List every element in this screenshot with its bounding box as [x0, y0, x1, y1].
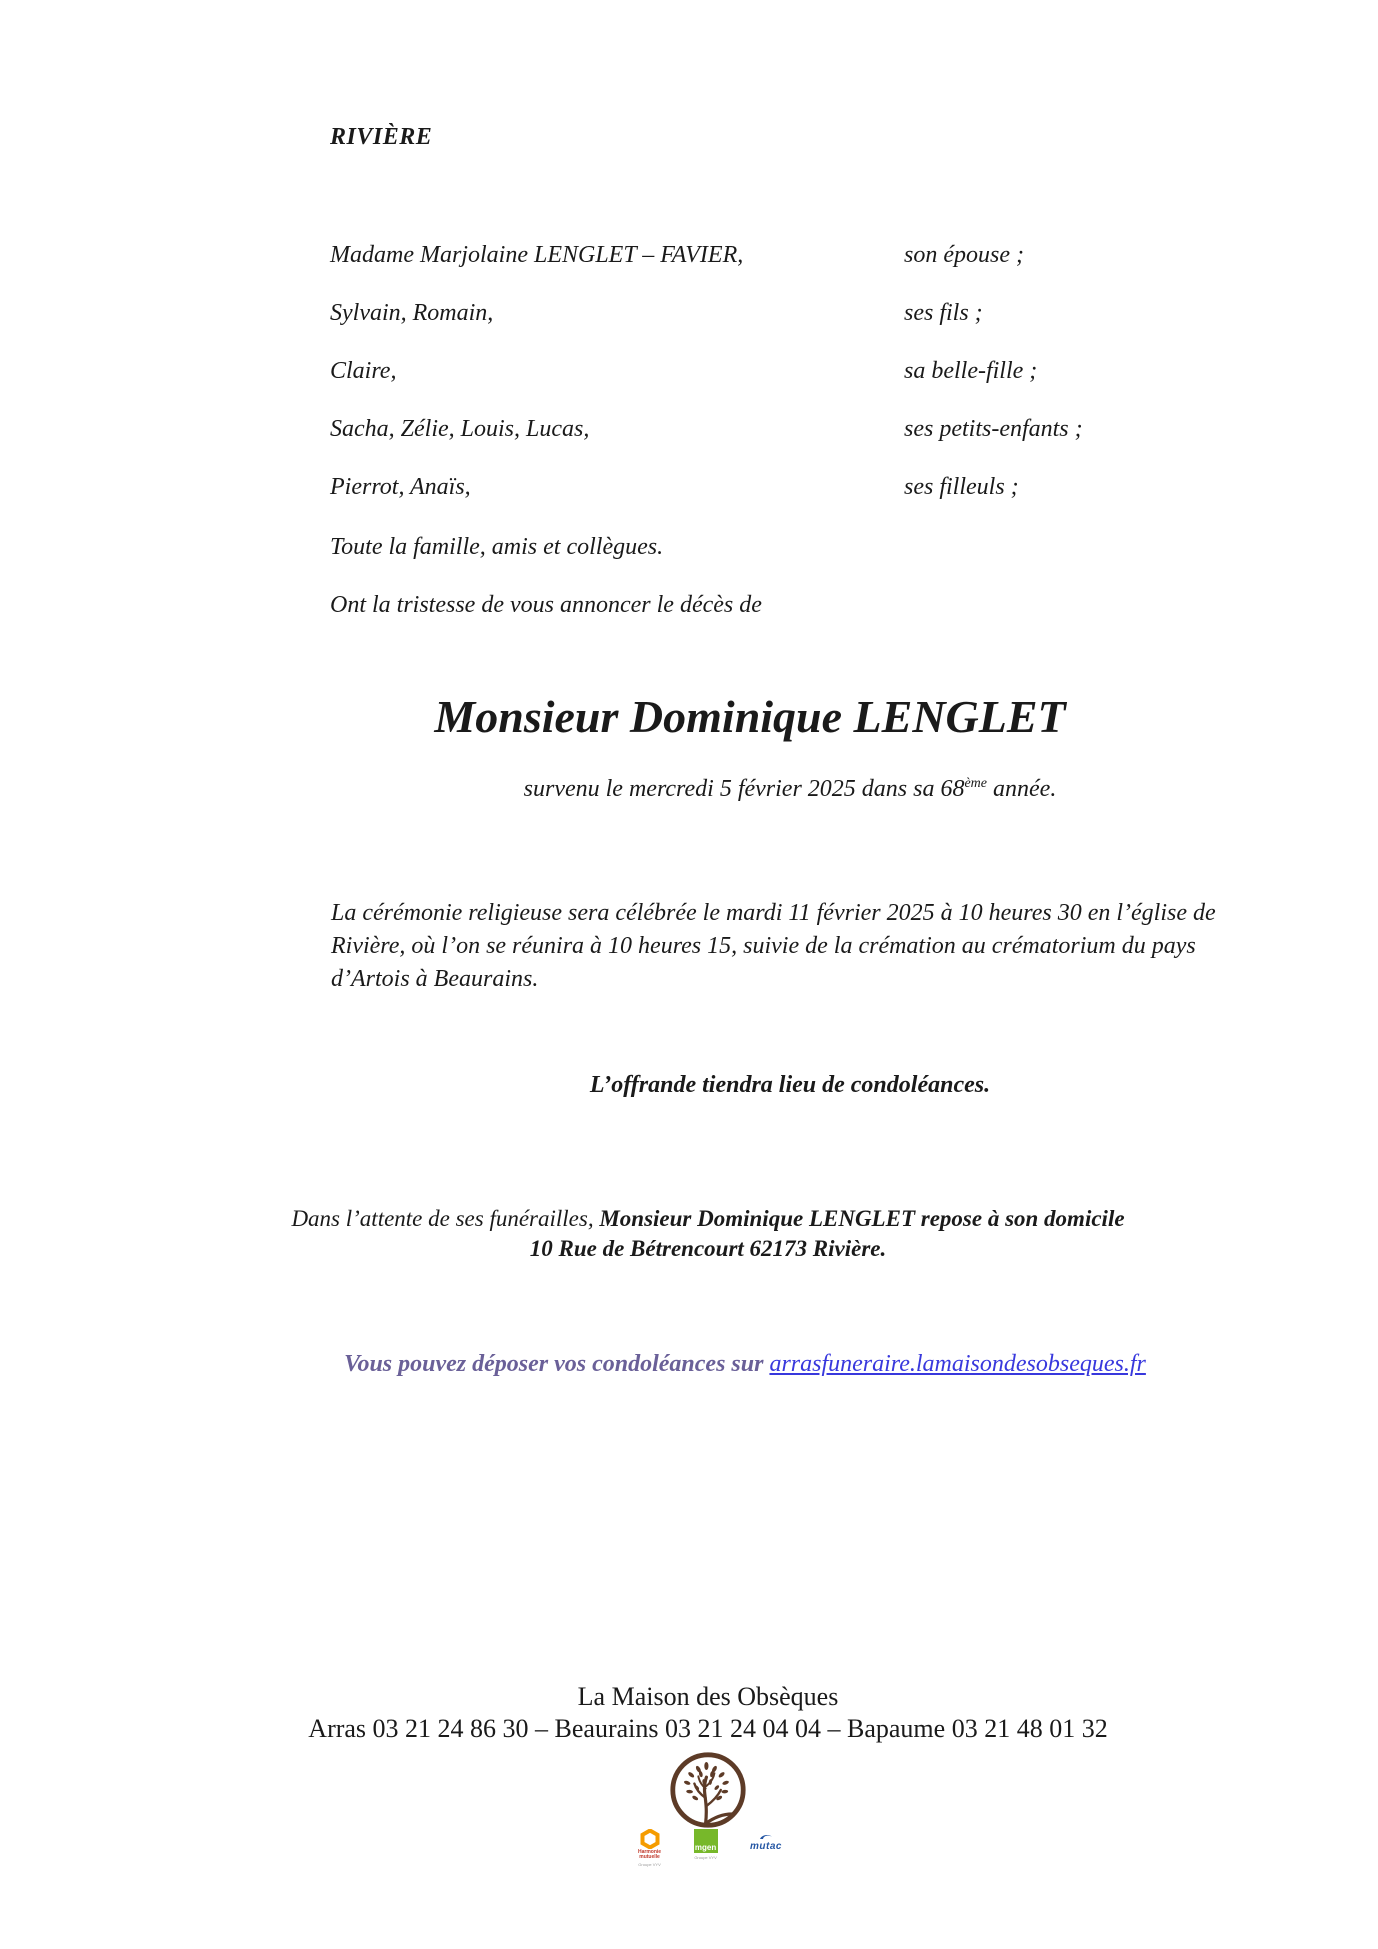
family-list: [330, 242, 1250, 532]
repose-intro: Dans l’attente de ses funérailles,: [291, 1206, 600, 1231]
ordinal-superscript: ème: [964, 776, 988, 791]
family-names: Sacha, Zélie, Louis, Lucas,: [330, 416, 590, 442]
mgen-square-icon: [694, 1829, 718, 1853]
family-names: Sylvain, Romain,: [330, 300, 494, 326]
repose-paragraph: [230, 1204, 1186, 1264]
family-closing-line: Toute la famille, amis et collègues.: [330, 534, 664, 560]
tree-of-life-icon: [668, 1750, 748, 1830]
family-row: [330, 300, 1250, 358]
mutac-swirl-icon: [758, 1833, 774, 1841]
funeral-home-phones: Arras 03 21 24 86 30 – Beaurains 03 21 24 04 04 – Bapaume 03 21 48 01 32: [308, 1714, 1108, 1743]
death-date-line: [330, 776, 1250, 803]
family-relation: ses filleuls ;: [904, 474, 1019, 500]
mgen-label: mgen: [694, 1843, 717, 1852]
death-date-suffix: année.: [987, 776, 1057, 802]
repose-name-bold: Monsieur Dominique LENGLET repose à son domicile: [599, 1206, 1125, 1231]
family-relation: sa belle-fille ;: [904, 358, 1038, 384]
harmonie-mutuelle-logo: [638, 1829, 661, 1867]
family-row: [330, 242, 1250, 300]
family-row: [330, 474, 1250, 532]
family-names: Pierrot, Anaïs,: [330, 474, 471, 500]
announcement-line: Ont la tristesse de vous annoncer le décès de: [330, 592, 762, 618]
family-row: [330, 416, 1250, 474]
groupe-vyv-label: Groupe VYV: [694, 1855, 717, 1860]
repose-address: 10 Rue de Bétrencourt 62173 Rivière.: [529, 1236, 887, 1261]
funeral-home-name: La Maison des Obsèques: [577, 1682, 839, 1711]
mgen-logo: [694, 1829, 718, 1860]
deceased-name-title: Monsieur Dominique LENGLET: [434, 691, 1066, 742]
offering-line: L’offrande tiendra lieu de condoléances.: [589, 1072, 991, 1098]
condolences-line: [210, 1351, 1280, 1378]
family-relation: son épouse ;: [904, 242, 1024, 268]
family-names: Madame Marjolaine LENGLET – FAVIER,: [330, 242, 744, 268]
family-row: [330, 358, 1250, 416]
condolences-link[interactable]: arrasfuneraire.lamaisondesobseques.fr: [769, 1351, 1146, 1377]
harmonie-mutuelle-label: Harmonie mutuelle: [638, 1849, 662, 1860]
commune-heading: RIVIÈRE: [330, 124, 433, 150]
mutac-label: mutac: [750, 1841, 782, 1852]
family-names: Claire,: [330, 358, 397, 384]
mutac-logo: [750, 1833, 782, 1852]
ceremony-paragraph: La cérémonie religieuse sera célébrée le mardi 11 février 2025 à 10 heures 30 en l’église de Rivière, où l’on se réunira à 10 heures 15, suivie de la crémation au crématorium du pays d’Artois à Beaurains.: [331, 900, 1216, 992]
death-date-prefix: survenu le mercredi 5 février 2025 dans sa 68: [523, 776, 965, 802]
family-relation: ses fils ;: [904, 300, 983, 326]
family-relation: ses petits-enfants ;: [904, 416, 1083, 442]
groupe-vyv-label: Groupe VYV: [638, 1862, 661, 1867]
condolences-prefix: Vous pouvez déposer vos condoléances sur: [344, 1351, 770, 1377]
harmonie-mutuelle-hexagon-icon: [640, 1829, 660, 1849]
partner-logos: [638, 1829, 782, 1867]
